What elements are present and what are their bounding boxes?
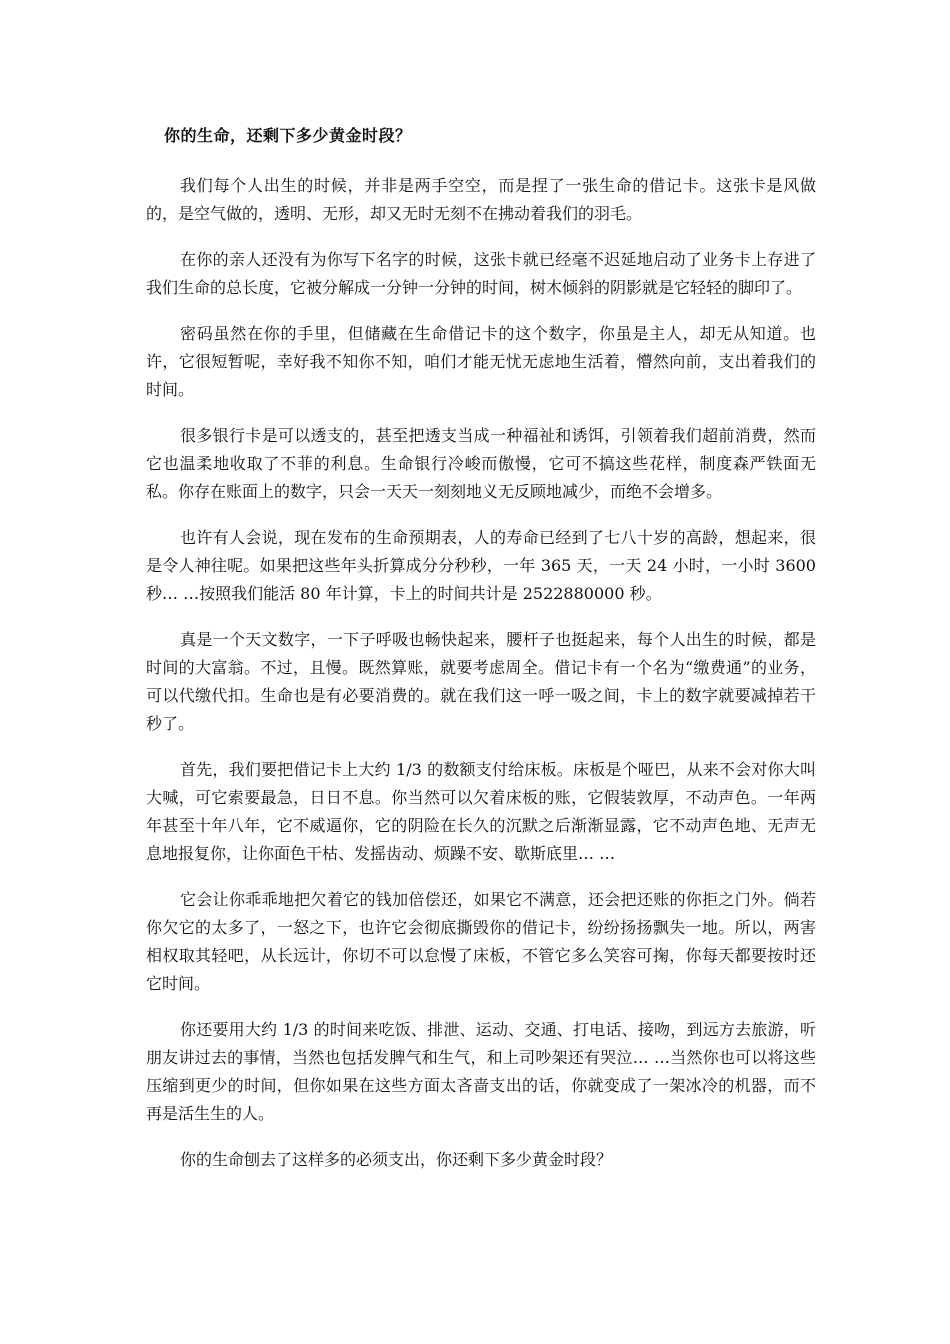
- paragraph-1: 我们每个人出生的时候，并非是两手空空，而是捏了一张生命的借记卡。这张卡是风做的，是空气做的，透明、无形，却又无时无刻不在拂动着我们的羽毛。: [146, 176, 816, 223]
- paragraph-8: 它会让你乖乖地把欠着它的钱加倍偿还，如果它不满意，还会把还账的你拒之门外。倘若你欠它的太多了，一怒之下，也许它会彻底撕毁你的借记卡，纷纷扬扬飘失一地。所以，两害相权取其轻吧，从长远计，你切不可以怠慢了床板，不管它多么笑容可掬，你每天都要按时还它时间。: [146, 890, 816, 993]
- paragraph-4: 很多银行卡是可以透支的，甚至把透支当成一种福祉和诱饵，引领着我们超前消费，然而它也温柔地收取了不菲的利息。生命银行冷峻而傲慢，它可不搞这些花样，制度森严铁面无私。你存在账面上的数字，只会一天天一刻刻地义无反顾地减少，而绝不会增多。: [146, 426, 816, 501]
- paragraph-10: 你的生命刨去了这样多的必须支出，你还剩下多少黄金时段？: [180, 1150, 613, 1169]
- paragraph-9: 你还要用大约 1/3 的时间来吃饭、排泄、运动、交通、打电话、接吻，到远方去旅游，听朋友讲过去的事情，当然也包括发脾气和生气，和上司吵架还有哭泣… …当然你也可以将这些压缩到更少的时间，但你如果在这些方面太吝啬支出的话，你就变成了一架冰冷的机器，而不再是活生生的人。: [146, 1020, 816, 1123]
- document-title: 你的生命，还剩下多少黄金时段？: [164, 126, 412, 145]
- paragraph-3: 密码虽然在你的手里，但储藏在生命借记卡的这个数字，你虽是主人，却无从知道。也许，它很短暂呢，幸好我不知你不知，咱们才能无忧无虑地生活着，懵然向前，支出着我们的时间。: [146, 324, 816, 399]
- paragraph-5: 也许有人会说，现在发布的生命预期表，人的寿命已经到了七八十岁的高龄，想起来，很是令人神往呢。如果把这些年头折算成分分秒秒，一年 365 天，一天 24 小时，一小时 3600 秒… …按照我们能活 80 年计算，卡上的时间共计是 2522880000 秒。: [146, 528, 816, 603]
- paragraph-6: 真是一个天文数字，一下子呼吸也畅快起来，腰杆子也挺起来，每个人出生的时候，都是时间的大富翁。不过，且慢。既然算账，就要考虑周全。借记卡有一个名为“缴费通”的业务，可以代缴代扣。生命也是有必要消费的。就在我们这一呼一吸之间，卡上的数字就要减掉若干秒了。: [146, 630, 816, 733]
- document-page: [146, 122, 816, 1192]
- paragraph-7: 首先，我们要把借记卡上大约 1/3 的数额支付给床板。床板是个哑巴，从来不会对你大叫大喊，可它索要最急，日日不息。你当然可以欠着床板的账，它假装敦厚，不动声色。一年两年甚至十年八年，它不威逼你，它的阴险在长久的沉默之后渐渐显露，它不动声色地、无声无息地报复你，让你面色干枯、发摇齿动、烦躁不安、歇斯底里… …: [146, 760, 816, 863]
- paragraph-2: 在你的亲人还没有为你写下名字的时候，这张卡就已经毫不迟延地启动了业务卡上存进了我们生命的总长度，它被分解成一分钟一分钟的时间，树木倾斜的阴影就是它轻轻的脚印了。: [146, 250, 816, 297]
